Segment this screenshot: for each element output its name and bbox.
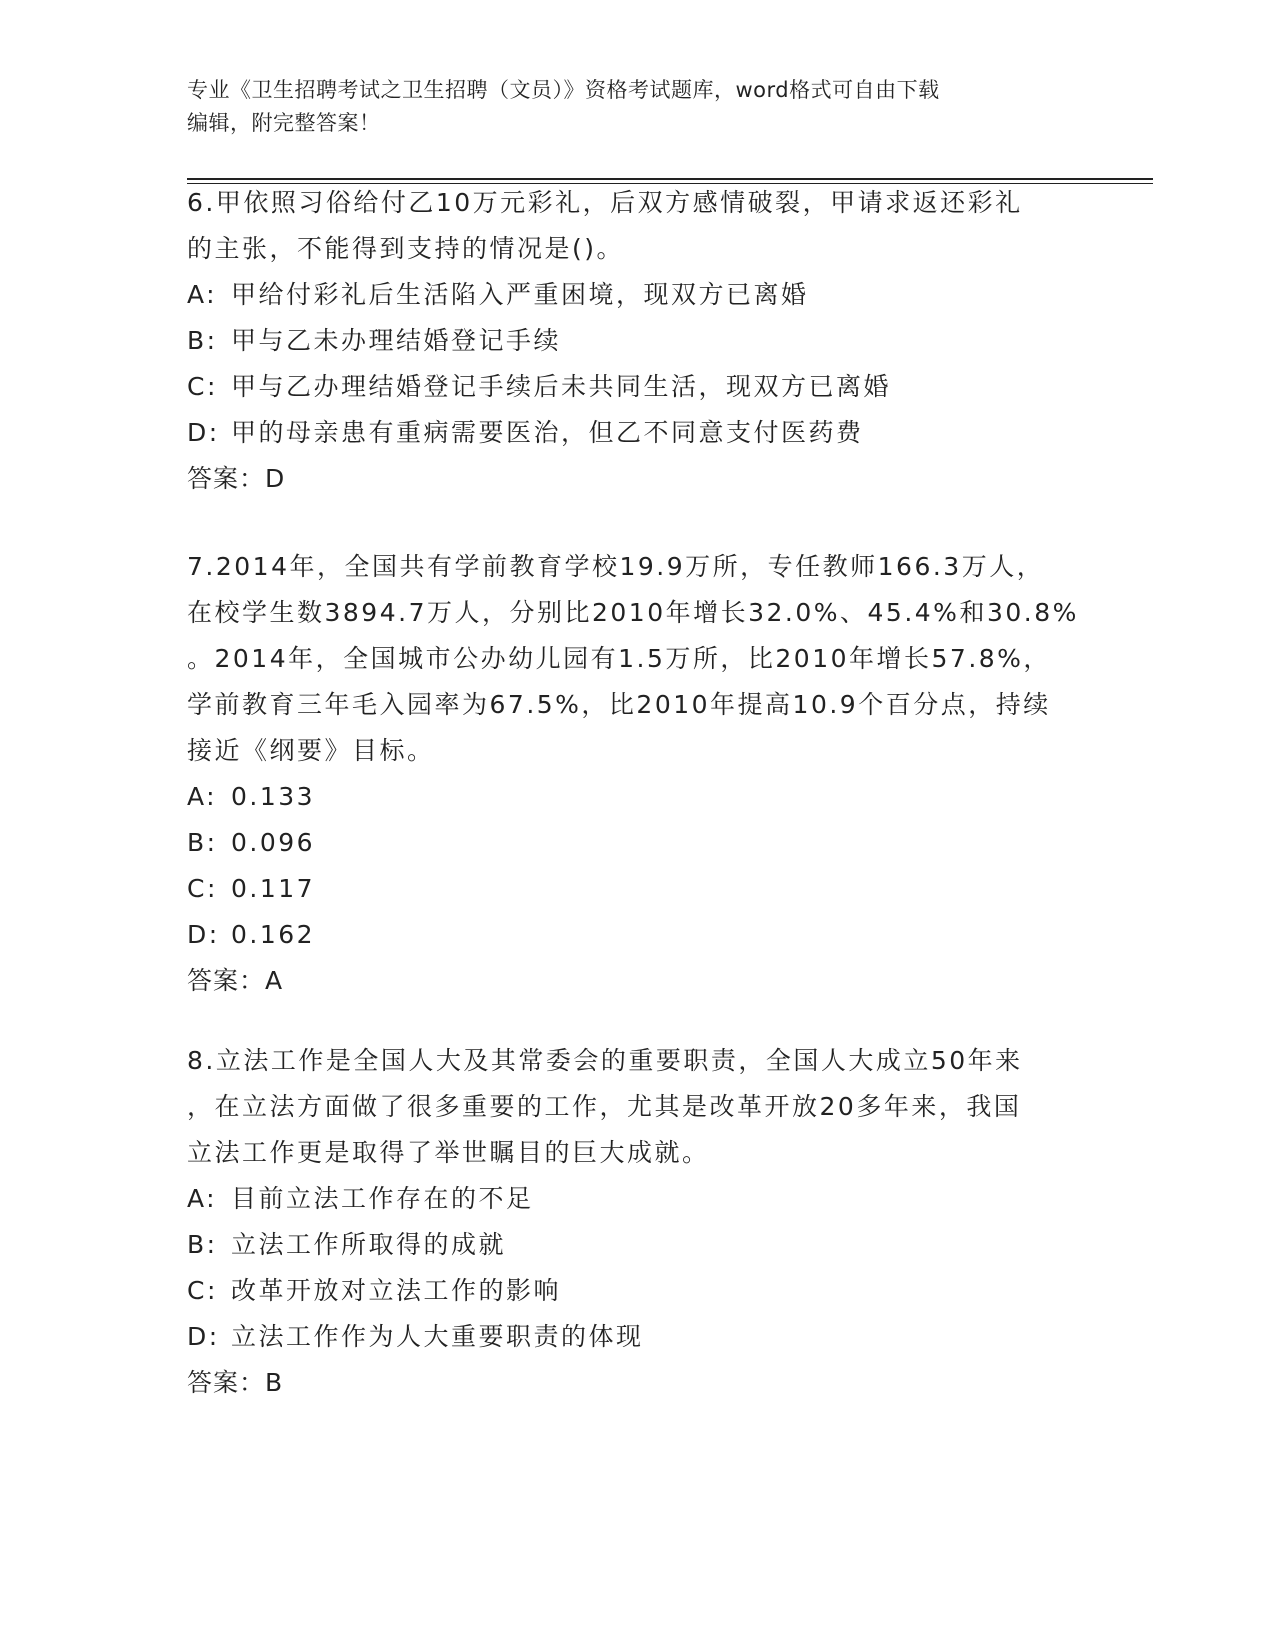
- document-header: [187, 74, 1087, 140]
- option-c: [187, 364, 1087, 410]
- option-key: B:: [187, 828, 218, 857]
- option-key: C:: [187, 874, 218, 903]
- option-d: [187, 1314, 1087, 1360]
- question-stem-line: 。2014年，全国城市公办幼儿园有1.5万所，比2010年增长57.8%，: [187, 644, 1051, 673]
- option-b: [187, 820, 1087, 866]
- option-key: D:: [187, 1322, 220, 1351]
- question-stem-line: 学前教育三年毛入园率为67.5%，比2010年提高10.9个百分点，持续: [187, 690, 1051, 719]
- option-text: 立法工作作为人大重要职责的体现: [231, 1322, 644, 1351]
- option-key: A:: [187, 782, 218, 811]
- answer-line: 答案：A: [187, 966, 284, 995]
- question-6: [187, 180, 1087, 502]
- question-8: [187, 1038, 1087, 1406]
- option-a: [187, 272, 1087, 318]
- option-key: D:: [187, 920, 220, 949]
- option-text: 甲与乙办理结婚登记手续后未共同生活，现双方已离婚: [231, 372, 892, 401]
- option-text: 目前立法工作存在的不足: [231, 1184, 534, 1213]
- question-stem-line: 接近《纲要》目标。: [187, 736, 435, 765]
- option-c: [187, 866, 1087, 912]
- option-text: 0.133: [231, 782, 316, 811]
- question-7: [187, 544, 1087, 1004]
- option-key: C:: [187, 372, 218, 401]
- option-key: A:: [187, 280, 218, 309]
- question-stem-line: 8.立法工作是全国人大及其常委会的重要职责，全国人大成立50年来: [187, 1046, 1023, 1075]
- option-d: [187, 912, 1087, 958]
- option-c: [187, 1268, 1087, 1314]
- question-stem-line: 的主张，不能得到支持的情况是()。: [187, 234, 625, 263]
- answer-line: 答案：D: [187, 464, 286, 493]
- option-key: C:: [187, 1276, 218, 1305]
- question-stem-line: 6.甲依照习俗给付乙10万元彩礼，后双方感情破裂，甲请求返还彩礼: [187, 188, 1023, 217]
- header-line: 编辑，附完整答案！: [187, 111, 381, 135]
- option-a: [187, 774, 1087, 820]
- option-b: [187, 1222, 1087, 1268]
- header-line: 专业《卫生招聘考试之卫生招聘（文员）》资格考试题库，word格式可自由下载: [187, 78, 940, 102]
- option-key: D:: [187, 418, 220, 447]
- option-d: [187, 410, 1087, 456]
- option-text: 甲给付彩礼后生活陷入严重困境，现双方已离婚: [231, 280, 809, 309]
- option-text: 0.117: [231, 874, 316, 903]
- option-key: A:: [187, 1184, 218, 1213]
- question-stem-line: 在校学生数3894.7万人，分别比2010年增长32.0%、45.4%和30.8%: [187, 598, 1079, 627]
- question-stem-line: 7.2014年，全国共有学前教育学校19.9万所，专任教师166.3万人，: [187, 552, 1045, 581]
- option-text: 立法工作所取得的成就: [231, 1230, 507, 1259]
- option-text: 改革开放对立法工作的影响: [231, 1276, 562, 1305]
- question-stem-line: 立法工作更是取得了举世瞩目的巨大成就。: [187, 1138, 710, 1167]
- option-key: B:: [187, 326, 218, 355]
- answer-line: 答案：B: [187, 1368, 284, 1397]
- option-b: [187, 318, 1087, 364]
- option-text: 0.162: [231, 920, 316, 949]
- option-text: 甲与乙未办理结婚登记手续: [231, 326, 562, 355]
- option-text: 甲的母亲患有重病需要医治，但乙不同意支付医药费: [231, 418, 864, 447]
- question-stem-line: ，在立法方面做了很多重要的工作，尤其是改革开放20多年来，我国: [187, 1092, 1022, 1121]
- option-key: B:: [187, 1230, 218, 1259]
- option-text: 0.096: [231, 828, 316, 857]
- option-a: [187, 1176, 1087, 1222]
